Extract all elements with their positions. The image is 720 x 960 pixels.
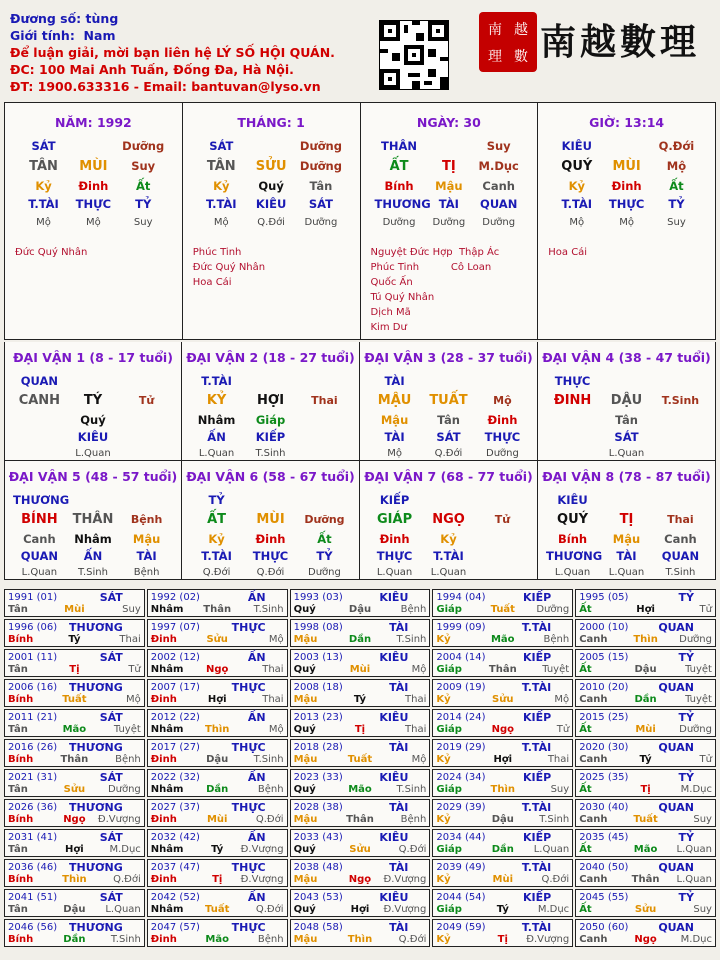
ten-god: KIẾP [522, 831, 552, 844]
year-label: 2041 (51) [8, 892, 58, 903]
ten-god: THỰC [231, 681, 266, 694]
luu-nien-cell: 2045 (55) TỶ Ất Sửu Suy [575, 889, 716, 917]
pillar-title: NGÀY: 30 [416, 115, 481, 130]
year-label: 2049 (59) [436, 922, 486, 933]
ten-god: TÀI [389, 681, 409, 694]
ten-god: ẤN [247, 591, 266, 604]
year-label: 2032 (42) [150, 832, 200, 843]
luu-nien-cell: 2007 (17) THỰC Đinh Hợi Thai [147, 679, 288, 707]
year-label: 2046 (56) [8, 922, 58, 933]
luu-nien-cell: 1997 (07) THỰC Đinh Sửu Mộ [147, 619, 288, 647]
luu-nien-cell: 2014 (24) KIẾP Giáp Ngọ Tử [432, 709, 573, 737]
luu-nien-cell: 2019 (29) T.TÀI Kỷ Hợi Thai [432, 739, 573, 767]
ten-god: KIÊU [379, 711, 409, 724]
ten-god: SÁT [99, 711, 123, 724]
ten-god: T.TÀI [521, 681, 552, 694]
ten-god: THƯƠNG [69, 741, 123, 754]
ten-god: TỶ [678, 891, 694, 904]
year-label: 1991 (01) [8, 592, 58, 603]
ten-god: THƯƠNG [69, 861, 123, 874]
pillar-title: THÁNG: 1 [237, 115, 305, 130]
luu-nien-cell: 2003 (13) KIÊU Quý Mùi Mộ [290, 649, 431, 677]
ten-god: KIẾP [522, 591, 552, 604]
year-label: 1993 (03) [293, 592, 343, 603]
year-label: 2010 (20) [579, 682, 629, 693]
year-label: 2048 (58) [293, 922, 343, 933]
luu-nien-cell: 2028 (38) TÀI Mậu Thân Bệnh [290, 799, 431, 827]
ten-god: ẤN [247, 711, 266, 724]
four-pillars-panel [4, 102, 716, 340]
dai-van-title: ĐẠI VẬN 7 (68 - 77 tuổi) [364, 469, 533, 484]
year-label: 2028 (38) [293, 802, 343, 813]
luu-nien-cell: 2030 (40) QUAN Canh Tuất Suy [575, 799, 716, 827]
ten-god: THỰC [231, 621, 266, 634]
qr-code-icon [379, 20, 449, 90]
luu-nien-cell: 2037 (47) THỰC Đinh Tị Đ.Vượng [147, 859, 288, 887]
ten-god: SÁT [99, 651, 123, 664]
ten-god: ẤN [247, 771, 266, 784]
dai-van-title: ĐẠI VẬN 2 (18 - 27 tuổi) [186, 350, 355, 365]
dai-van-title: ĐẠI VẬN 5 (48 - 57 tuổi) [8, 469, 178, 484]
luu-nien-cell: 2021 (31) SÁT Tân Sửu Dưỡng [4, 769, 145, 797]
ten-god: T.TÀI [521, 741, 552, 754]
dai-van-cell: ĐẠI VẬN 2 (18 - 27 tuổi) T.TÀI KỶ HỢI Thai Nhâm Giáp ẤN KIẾP L.Quan T.Sinh [182, 342, 360, 461]
ten-god: KIẾP [522, 651, 552, 664]
dai-van-cell: ĐẠI VẬN 5 (48 - 57 tuổi) THƯƠNG BÍNH THÂN Bệnh Canh Nhâm Mậu QUAN ẤN TÀI L.Quan T.Sinh Bệnh [4, 461, 182, 580]
year-label: 2000 (10) [579, 622, 629, 633]
luu-nien-cell: 2048 (58) TÀI Mậu Thìn Q.Đới [290, 919, 431, 947]
ten-god: ẤN [247, 831, 266, 844]
year-label: 2031 (41) [8, 832, 58, 843]
ten-god: THỰC [231, 921, 266, 934]
ten-god: THỰC [231, 801, 266, 814]
year-label: 2050 (60) [579, 922, 629, 933]
ten-god: QUAN [658, 681, 694, 694]
luu-nien-cell: 2047 (57) THỰC Đinh Mão Bệnh [147, 919, 288, 947]
dai-van-title: ĐẠI VẬN 6 (58 - 67 tuổi) [186, 469, 355, 484]
dai-van-title: ĐẠI VẬN 3 (28 - 37 tuổi) [364, 350, 533, 365]
address-line: ĐC: 100 Mai Anh Tuấn, Đống Đa, Hà Nội. [10, 62, 294, 77]
year-label: 2003 (13) [293, 652, 343, 663]
year-label: 2006 (16) [8, 682, 58, 693]
year-label: 2036 (46) [8, 862, 58, 873]
luu-nien-cell: 2036 (46) THƯƠNG Bính Thìn Q.Đới [4, 859, 145, 887]
luu-nien-cell: 2038 (48) TÀI Mậu Ngọ Đ.Vượng [290, 859, 431, 887]
luu-nien-cell: 2000 (10) QUAN Canh Thìn Dưỡng [575, 619, 716, 647]
dai-van-cell: ĐẠI VẬN 1 (8 - 17 tuổi) QUAN CANH TÝ Tử Quý KIÊU L.Quan [4, 342, 182, 461]
header-info [10, 10, 335, 95]
luu-nien-cell: 2008 (18) TÀI Mậu Tý Thai [290, 679, 431, 707]
luu-nien-cell: 2031 (41) SÁT Tân Hợi M.Dục [4, 829, 145, 857]
luu-nien-cell: 2042 (52) ẤN Nhâm Tuất Q.Đới [147, 889, 288, 917]
year-label: 2025 (35) [579, 772, 629, 783]
owner-value: tùng [85, 11, 119, 26]
luu-nien-cell: 1998 (08) TÀI Mậu Dần T.Sinh [290, 619, 431, 647]
luu-nien-cell: 2010 (20) QUAN Canh Dần Tuyệt [575, 679, 716, 707]
year-label: 2044 (54) [436, 892, 486, 903]
ten-god: TỶ [678, 651, 694, 664]
ten-god: T.TÀI [521, 921, 552, 934]
year-label: 2013 (23) [293, 712, 343, 723]
luu-nien-cell: 1991 (01) SÁT Tân Mùi Suy [4, 589, 145, 617]
luu-nien-cell: 2049 (59) T.TÀI Kỷ Tị Đ.Vượng [432, 919, 573, 947]
red-seal-icon: 南 越 理 數 [479, 12, 537, 72]
ten-god: QUAN [658, 921, 694, 934]
year-label: 2035 (45) [579, 832, 629, 843]
year-label: 2026 (36) [8, 802, 58, 813]
luu-nien-cell: 2050 (60) QUAN Canh Ngọ M.Dục [575, 919, 716, 947]
luu-nien-cell: 1999 (09) T.TÀI Kỷ Mão Bệnh [432, 619, 573, 647]
luu-nien-cell: 2040 (50) QUAN Canh Thân L.Quan [575, 859, 716, 887]
year-label: 2018 (28) [293, 742, 343, 753]
year-label: 2034 (44) [436, 832, 486, 843]
year-label: 2043 (53) [293, 892, 343, 903]
dai-van-cell: ĐẠI VẬN 3 (28 - 37 tuổi) TÀI MẬU TUẤT Mộ Mậu Tân Đinh TÀI SÁT THỰC Mộ Q.Đới Dưỡng [360, 342, 538, 461]
year-label: 2020 (30) [579, 742, 629, 753]
dai-van-cell: ĐẠI VẬN 7 (68 - 77 tuổi) KIẾP GIÁP NGỌ Tử Đinh Kỷ THỰC T.TÀI L.Quan L.Quan [360, 461, 538, 580]
ten-god: TÀI [389, 801, 409, 814]
pillar-year: NĂM: 1992 SÁT Dưỡng TÂN MÙI Suy Kỷ Đinh Ất T.TÀI THỰC TỶ Mộ Mộ Suy Đức Quý Nhân [5, 103, 183, 339]
ten-god: QUAN [658, 741, 694, 754]
pillar-stars: Hoa Cái [548, 247, 588, 258]
year-label: 2008 (18) [293, 682, 343, 693]
year-label: 2011 (21) [8, 712, 58, 723]
ten-god: TÀI [389, 621, 409, 634]
logo-calligraphy: 南越數理 [540, 21, 701, 63]
luu-nien-cell: 2011 (21) SÁT Tân Mão Tuyệt [4, 709, 145, 737]
luu-nien-cell: 2018 (28) TÀI Mậu Tuất Mộ [290, 739, 431, 767]
year-label: 2045 (55) [579, 892, 629, 903]
luu-nien-cell: 2024 (34) KIẾP Giáp Thìn Suy [432, 769, 573, 797]
year-label: 1998 (08) [293, 622, 343, 633]
pillar-title: GIỜ: 13:14 [589, 115, 665, 130]
pillar-stars: Phúc Tinh Đức Quý Nhân Hoa Cái [192, 247, 266, 288]
owner-label: Đương số: [10, 11, 82, 26]
luu-nien-cell: 2025 (35) TỶ Ất Tị M.Dục [575, 769, 716, 797]
luu-nien-cell: 2026 (36) THƯƠNG Bính Ngọ Đ.Vượng [4, 799, 145, 827]
year-label: 2019 (29) [436, 742, 486, 753]
ten-god: KIẾP [522, 771, 552, 784]
year-label: 2007 (17) [150, 682, 200, 693]
pillar-day: NGÀY: 30 THÂN Suy ẤT TỊ M.Dục Bính Mậu Canh THƯƠNG TÀI QUAN Dưỡng Dưỡng Dưỡng Nguyệt Đức Hợp Thập Ác Phúc Tinh Cô Loan Quốc Ấn Tú Quý Nhân Dịch Mã Kim Dư [361, 103, 539, 339]
ten-god: T.TÀI [521, 861, 552, 874]
luu-nien-cell: 2013 (23) KIÊU Quý Tị Thai [290, 709, 431, 737]
year-label: 2004 (14) [436, 652, 486, 663]
ten-god: KIÊU [379, 771, 409, 784]
luu-nien-cell: 2016 (26) THƯƠNG Bính Thân Bệnh [4, 739, 145, 767]
luu-nien-cell: 2005 (15) TỶ Ất Dậu Tuyệt [575, 649, 716, 677]
luu-nien-cell: 2015 (25) TỶ Ất Mùi Dưỡng [575, 709, 716, 737]
dai-van-cell: ĐẠI VẬN 4 (38 - 47 tuổi) THỰC ĐINH DẬU T.Sinh Tân SÁT L.Quan [538, 342, 716, 461]
luu-nien-cell: 1994 (04) KIẾP Giáp Tuất Dưỡng [432, 589, 573, 617]
luu-nien-cell: 2032 (42) ẤN Nhâm Tý Đ.Vượng [147, 829, 288, 857]
luu-nien-cell: 2004 (14) KIẾP Giáp Thân Tuyệt [432, 649, 573, 677]
ten-god: TỶ [678, 591, 694, 604]
luu-nien-cell: 2041 (51) SÁT Tân Dậu L.Quan [4, 889, 145, 917]
luu-nien-cell: 2027 (37) THỰC Đinh Mùi Q.Đới [147, 799, 288, 827]
year-label: 2023 (33) [293, 772, 343, 783]
year-label: 1995 (05) [579, 592, 629, 603]
dai-van-cell: ĐẠI VẬN 8 (78 - 87 tuổi) KIÊU QUÝ TỊ Thai Bính Mậu Canh THƯƠNG TÀI QUAN L.Quan L.Quan T.Sinh [538, 461, 716, 580]
luu-nien-cell: 2029 (39) T.TÀI Kỷ Dậu T.Sinh [432, 799, 573, 827]
dai-van-title: ĐẠI VẬN 8 (78 - 87 tuổi) [542, 469, 711, 484]
pillar-hour: GIỜ: 13:14 KIÊU Q.Đới QUÝ MÙI Mộ Kỷ Đinh Ất T.TÀI THỰC TỶ Mộ Mộ Suy Hoa Cái [538, 103, 715, 339]
year-label: 2005 (15) [579, 652, 629, 663]
year-label: 2016 (26) [8, 742, 58, 753]
ten-god: QUAN [658, 861, 694, 874]
year-label: 1999 (09) [436, 622, 486, 633]
luu-nien-cell: 2039 (49) T.TÀI Kỷ Mùi Q.Đới [432, 859, 573, 887]
year-label: 2039 (49) [436, 862, 486, 873]
pillar-month: THÁNG: 1 SÁT Dưỡng TÂN SỬU Dưỡng Kỷ Quý Tân T.TÀI KIÊU SÁT Mộ Q.Đới Dưỡng Phúc Tinh Đức Quý Nhân Hoa Cái [183, 103, 361, 339]
ten-god: ẤN [247, 891, 266, 904]
ten-god: SÁT [99, 831, 123, 844]
ten-god: THƯƠNG [69, 921, 123, 934]
luu-nien-cell: 2033 (43) KIÊU Quý Sửu Q.Đới [290, 829, 431, 857]
year-label: 2037 (47) [150, 862, 200, 873]
ten-god: KIÊU [379, 831, 409, 844]
year-label: 2001 (11) [8, 652, 58, 663]
ten-god: TỶ [678, 771, 694, 784]
luu-nien-cell: 2043 (53) KIÊU Quý Hợi Đ.Vượng [290, 889, 431, 917]
luu-nien-grid [4, 589, 716, 957]
ten-god: ẤN [247, 651, 266, 664]
ten-god: KIÊU [379, 651, 409, 664]
year-label: 1992 (02) [150, 592, 200, 603]
luu-nien-cell: 2020 (30) QUAN Canh Tý Tử [575, 739, 716, 767]
luu-nien-cell: 2002 (12) ẤN Nhâm Ngọ Thai [147, 649, 288, 677]
luu-nien-cell: 2044 (54) KIẾP Giáp Tý M.Dục [432, 889, 573, 917]
dai-van-title: ĐẠI VẬN 1 (8 - 17 tuổi) [13, 350, 173, 365]
year-label: 2021 (31) [8, 772, 58, 783]
ten-god: TÀI [389, 861, 409, 874]
ten-god: KIÊU [379, 591, 409, 604]
ten-god: KIẾP [522, 891, 552, 904]
year-label: 2022 (32) [150, 772, 200, 783]
ten-god: TÀI [389, 921, 409, 934]
year-label: 1996 (06) [8, 622, 58, 633]
year-label: 2033 (43) [293, 832, 343, 843]
ten-god: SÁT [99, 891, 123, 904]
year-label: 2029 (39) [436, 802, 486, 813]
year-label: 2030 (40) [579, 802, 629, 813]
ten-god: T.TÀI [521, 801, 552, 814]
year-label: 2014 (24) [436, 712, 486, 723]
luu-nien-cell: 2023 (33) KIÊU Quý Mão T.Sinh [290, 769, 431, 797]
gender-value: Nam [83, 28, 116, 43]
ten-god: SÁT [99, 771, 123, 784]
luu-nien-cell: 2009 (19) T.TÀI Kỷ Sửu Mộ [432, 679, 573, 707]
gender-label: Giới tính: [10, 28, 75, 43]
year-label: 2017 (27) [150, 742, 200, 753]
luu-nien-cell: 1992 (02) ẤN Nhâm Thân T.Sinh [147, 589, 288, 617]
pillar-title: NĂM: 1992 [55, 115, 132, 130]
luu-nien-cell: 1993 (03) KIÊU Quý Dậu Bệnh [290, 589, 431, 617]
year-label: 2009 (19) [436, 682, 486, 693]
ten-god: TỶ [678, 831, 694, 844]
pillar-stars: Đức Quý Nhân [15, 247, 88, 258]
year-label: 2027 (37) [150, 802, 200, 813]
luu-nien-cell: 2035 (45) TỶ Ất Mão L.Quan [575, 829, 716, 857]
year-label: 2042 (52) [150, 892, 200, 903]
year-label: 2015 (25) [579, 712, 629, 723]
ten-god: THƯƠNG [69, 621, 123, 634]
luu-nien-cell: 2001 (11) SÁT Tân Tị Tử [4, 649, 145, 677]
year-label: 2024 (34) [436, 772, 486, 783]
dai-van-title: ĐẠI VẬN 4 (38 - 47 tuổi) [542, 350, 711, 365]
luu-nien-cell: 2017 (27) THỰC Đinh Dậu T.Sinh [147, 739, 288, 767]
ten-god: THƯƠNG [69, 681, 123, 694]
dai-van-cell: ĐẠI VẬN 6 (58 - 67 tuổi) TỶ ẤT MÙI Dưỡng Kỷ Đinh Ất T.TÀI THỰC TỶ Q.Đới Q.Đới Dưỡng [182, 461, 360, 580]
luu-nien-cell: 2046 (56) THƯƠNG Bính Dần T.Sinh [4, 919, 145, 947]
ten-god: THỰC [231, 861, 266, 874]
ten-god: TÀI [389, 741, 409, 754]
ten-god: KIẾP [522, 711, 552, 724]
ten-god: KIÊU [379, 891, 409, 904]
year-label: 2040 (50) [579, 862, 629, 873]
year-label: 2002 (12) [150, 652, 200, 663]
luu-nien-cell: 1996 (06) THƯƠNG Bính Tý Thai [4, 619, 145, 647]
luu-nien-cell: 2034 (44) KIẾP Giáp Dần L.Quan [432, 829, 573, 857]
luu-nien-cell: 1995 (05) TỶ Ất Hợi Tử [575, 589, 716, 617]
luu-nien-cell: 2012 (22) ẤN Nhâm Thìn Mộ [147, 709, 288, 737]
luu-nien-cell: 2022 (32) ẤN Nhâm Dần Bệnh [147, 769, 288, 797]
ten-god: TỶ [678, 711, 694, 724]
dai-van-panel [4, 342, 716, 580]
year-label: 1997 (07) [150, 622, 200, 633]
ten-god: T.TÀI [521, 621, 552, 634]
luu-nien-cell: 2006 (16) THƯƠNG Bính Tuất Mộ [4, 679, 145, 707]
ten-god: THỰC [231, 741, 266, 754]
ten-god: QUAN [658, 621, 694, 634]
phone-email-line: ĐT: 1900.633316 - Email: bantuvan@lyso.vn [10, 79, 321, 94]
ten-god: SÁT [99, 591, 123, 604]
year-label: 2047 (57) [150, 922, 200, 933]
year-label: 2038 (48) [293, 862, 343, 873]
pillar-stars: Nguyệt Đức Hợp Thập Ác Phúc Tinh Cô Loan Quốc Ấn Tú Quý Nhân Dịch Mã Kim Dư [370, 247, 500, 333]
year-label: 1994 (04) [436, 592, 486, 603]
ten-god: QUAN [658, 801, 694, 814]
year-label: 2012 (22) [150, 712, 200, 723]
contact-line: Để luận giải, mời bạn liên hệ LÝ SỐ HỘI QUÁN. [10, 45, 335, 60]
ten-god: THƯƠNG [69, 801, 123, 814]
